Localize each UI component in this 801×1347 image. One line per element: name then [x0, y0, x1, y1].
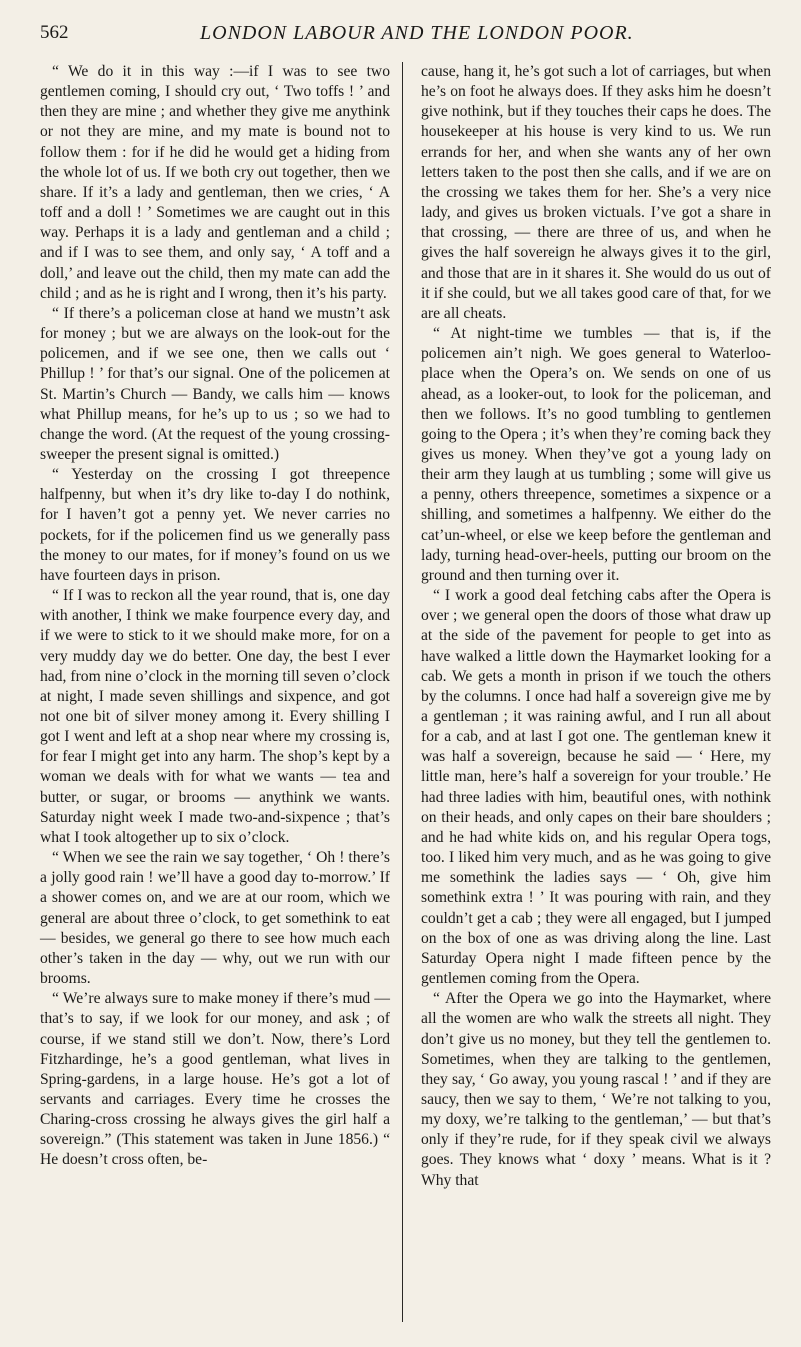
- paragraph: “ When we see the rain we say together, ‘ Oh ! there’s a jolly good rain ! we’ll have a good day to-morrow.’ If a shower comes on, and we are at our room, which we general are about three o’clock, to get somethink to eat — besides, we general go there to see how much each other’s taken in the day — why, out we run with our brooms.: [40, 849, 390, 988]
- paragraph: “ We do it in this way :—if I was to see two gentlemen coming, I should cry out, ‘ Two toffs ! ’ and then they are mine ; and whether they give me anythink or not they are mine, and my mate is bound not to follow them : for if he did he would get a hiding from the whole lot of us. If we both cry out together, then we share. If it’s a lady and gentleman, then we cries, ‘ A toff and a doll ! ’ Sometimes we are caught out in this way. Perhaps it is a lady and gentleman and a child ; and if I was to see them, and only say, ‘ A toff and a doll,’ and leave out the child, then my mate can add the child ; and as he is right and I wrong, then it’s his party.: [40, 63, 390, 302]
- paragraph: “ If I was to reckon all the year round, that is, one day with another, I think we make fourpence every day, and if we were to stick to it we should make more, for on a very muddy day we do better. One day, the best I ever had, from nine o’clock in the morning till seven o’clock at night, I made seven shillings and sixpence, and got not one bit of silver money among it. Every shilling I got I went and left at a shop near where my crossing is, for fear I might get into any harm. The shop’s kept by a woman we deals with for what we wants — tea and butter, or sugar, or brooms — anythink we wants. Saturday night week I made two-and-sixpence ; that’s what I took altogether up to six o’clock.: [40, 587, 390, 846]
- paragraph: “ Yesterday on the crossing I got threepence halfpenny, but when it’s dry like to-day I do nothink, for I haven’t got a penny yet. We never carries no pockets, for if the policemen find us we generally pass the money to our mates, for if money’s found on us we have fourteen days in prison.: [40, 466, 390, 584]
- paragraph: “ If there’s a policeman close at hand we mustn’t ask for money ; but we are always on the look-out for the policemen, and if we see one, then we calls out ‘ Phillup ! ’ for that’s our signal. One of the policemen at St. Martin’s Church — Bandy, we calls him — knows what Phillup means, for he’s up to us ; so we had to change the word. (At the request of the young crossing-sweeper the present signal is omitted.): [40, 304, 390, 463]
- column-divider: [402, 62, 403, 1322]
- paragraph: “ At night-time we tumbles — that is, if the policemen ain’t nigh. We goes general to Waterloo-place when the Opera’s on. We sends on one of us ahead, as a looker-out, to look for the policeman, and then we follows. It’s no good tumbling to gentlemen going to the Opera ; it’s when they’re coming back they gives us money. When they’ve got a young lady on their arm they laugh at us tumbling ; some will give us a penny, others threepence, sometimes a sixpence or a shilling, and sometimes a halfpenny. We either do the cat’un-wheel, or else we keep before the gentleman and lady, turning head-over-heels, putting our broom on the ground and then turning over it.: [421, 325, 771, 584]
- paragraph: cause, hang it, he’s got such a lot of carriages, but when he’s on foot he always does. If they asks him he doesn’t give nothink, but if they touches their caps he does. The housekeeper at his house is very kind to us. We run errands for her, and when she wants any of her own letters taken to the post then she calls, and if we are on the crossing we takes them for her. She’s a very nice lady, and gives us broken victuals. I’ve got a share in that crossing, — there are three of us, and when he gives the half sovereign he always gives it to the girl, and those that are in it shares it. She would do us out of it if she could, but we all takes good care of that, for we are all cheats.: [421, 63, 771, 322]
- paragraph: “ After the Opera we go into the Haymarket, where all the women are who walk the streets all night. They don’t give us no money, but they tell the gentlemen to. Sometimes, when they are talking to the gentlemen, they say, ‘ Go away, you young rascal ! ’ and if they are saucy, then we say to them, ‘ We’re not talking to you, my doxy, we’re talking to the gentleman,’ — but that’s only if they’re rude, for if they speak civil we always goes. They knows what ‘ doxy ’ means. What is it ? Why that: [421, 990, 771, 1189]
- paragraph: “ We’re always sure to make money if there’s mud — that’s to say, if we look for our money, and ask ; of course, if we stand still we don’t. Now, there’s Lord Fitzhardinge, he’s a good gentleman, what lives in Spring-gardens, in a large house. He’s got a lot of servants and carriages. Every time he crosses the Charing-cross crossing he always gives the girl half a sovereign.” (This statement was taken in June 1856.) “ He doesn’t cross often, be-: [40, 990, 390, 1169]
- running-title: LONDON LABOUR AND THE LONDON POOR.: [200, 22, 634, 44]
- right-column: [421, 62, 771, 1191]
- page-number: 562: [40, 22, 69, 43]
- left-column: [40, 62, 390, 1171]
- paragraph: “ I work a good deal fetching cabs after the Opera is over ; we general open the doors of those what draw up at the side of the pavement for people to get into as have walked a little down the Haymarket looking for a cab. We gets a month in prison if we touch the others by the columns. I once had half a sovereign give me by a gentleman ; it was raining awful, and I run all about for a cab, and at last I got one. The gentleman knew it was half a sovereign, because he said — ‘ Here, my little man, here’s half a sovereign for your trouble.’ He had three ladies with him, beautiful ones, with nothink on their heads, and only capes on their bare shoulders ; and he had white kids on, and his regular Opera togs, too. I liked him very much, and as he was going to give me somethink the ladies says — ‘ Oh, give him somethink extra ! ’ It was pouring with rain, and they couldn’t get a cab ; they were all engaged, but I jumped on the box of one as was driving along the line. Last Saturday Opera night I made fifteen pence by the gentlemen coming from the Opera.: [421, 587, 771, 988]
- page-header: [40, 20, 770, 50]
